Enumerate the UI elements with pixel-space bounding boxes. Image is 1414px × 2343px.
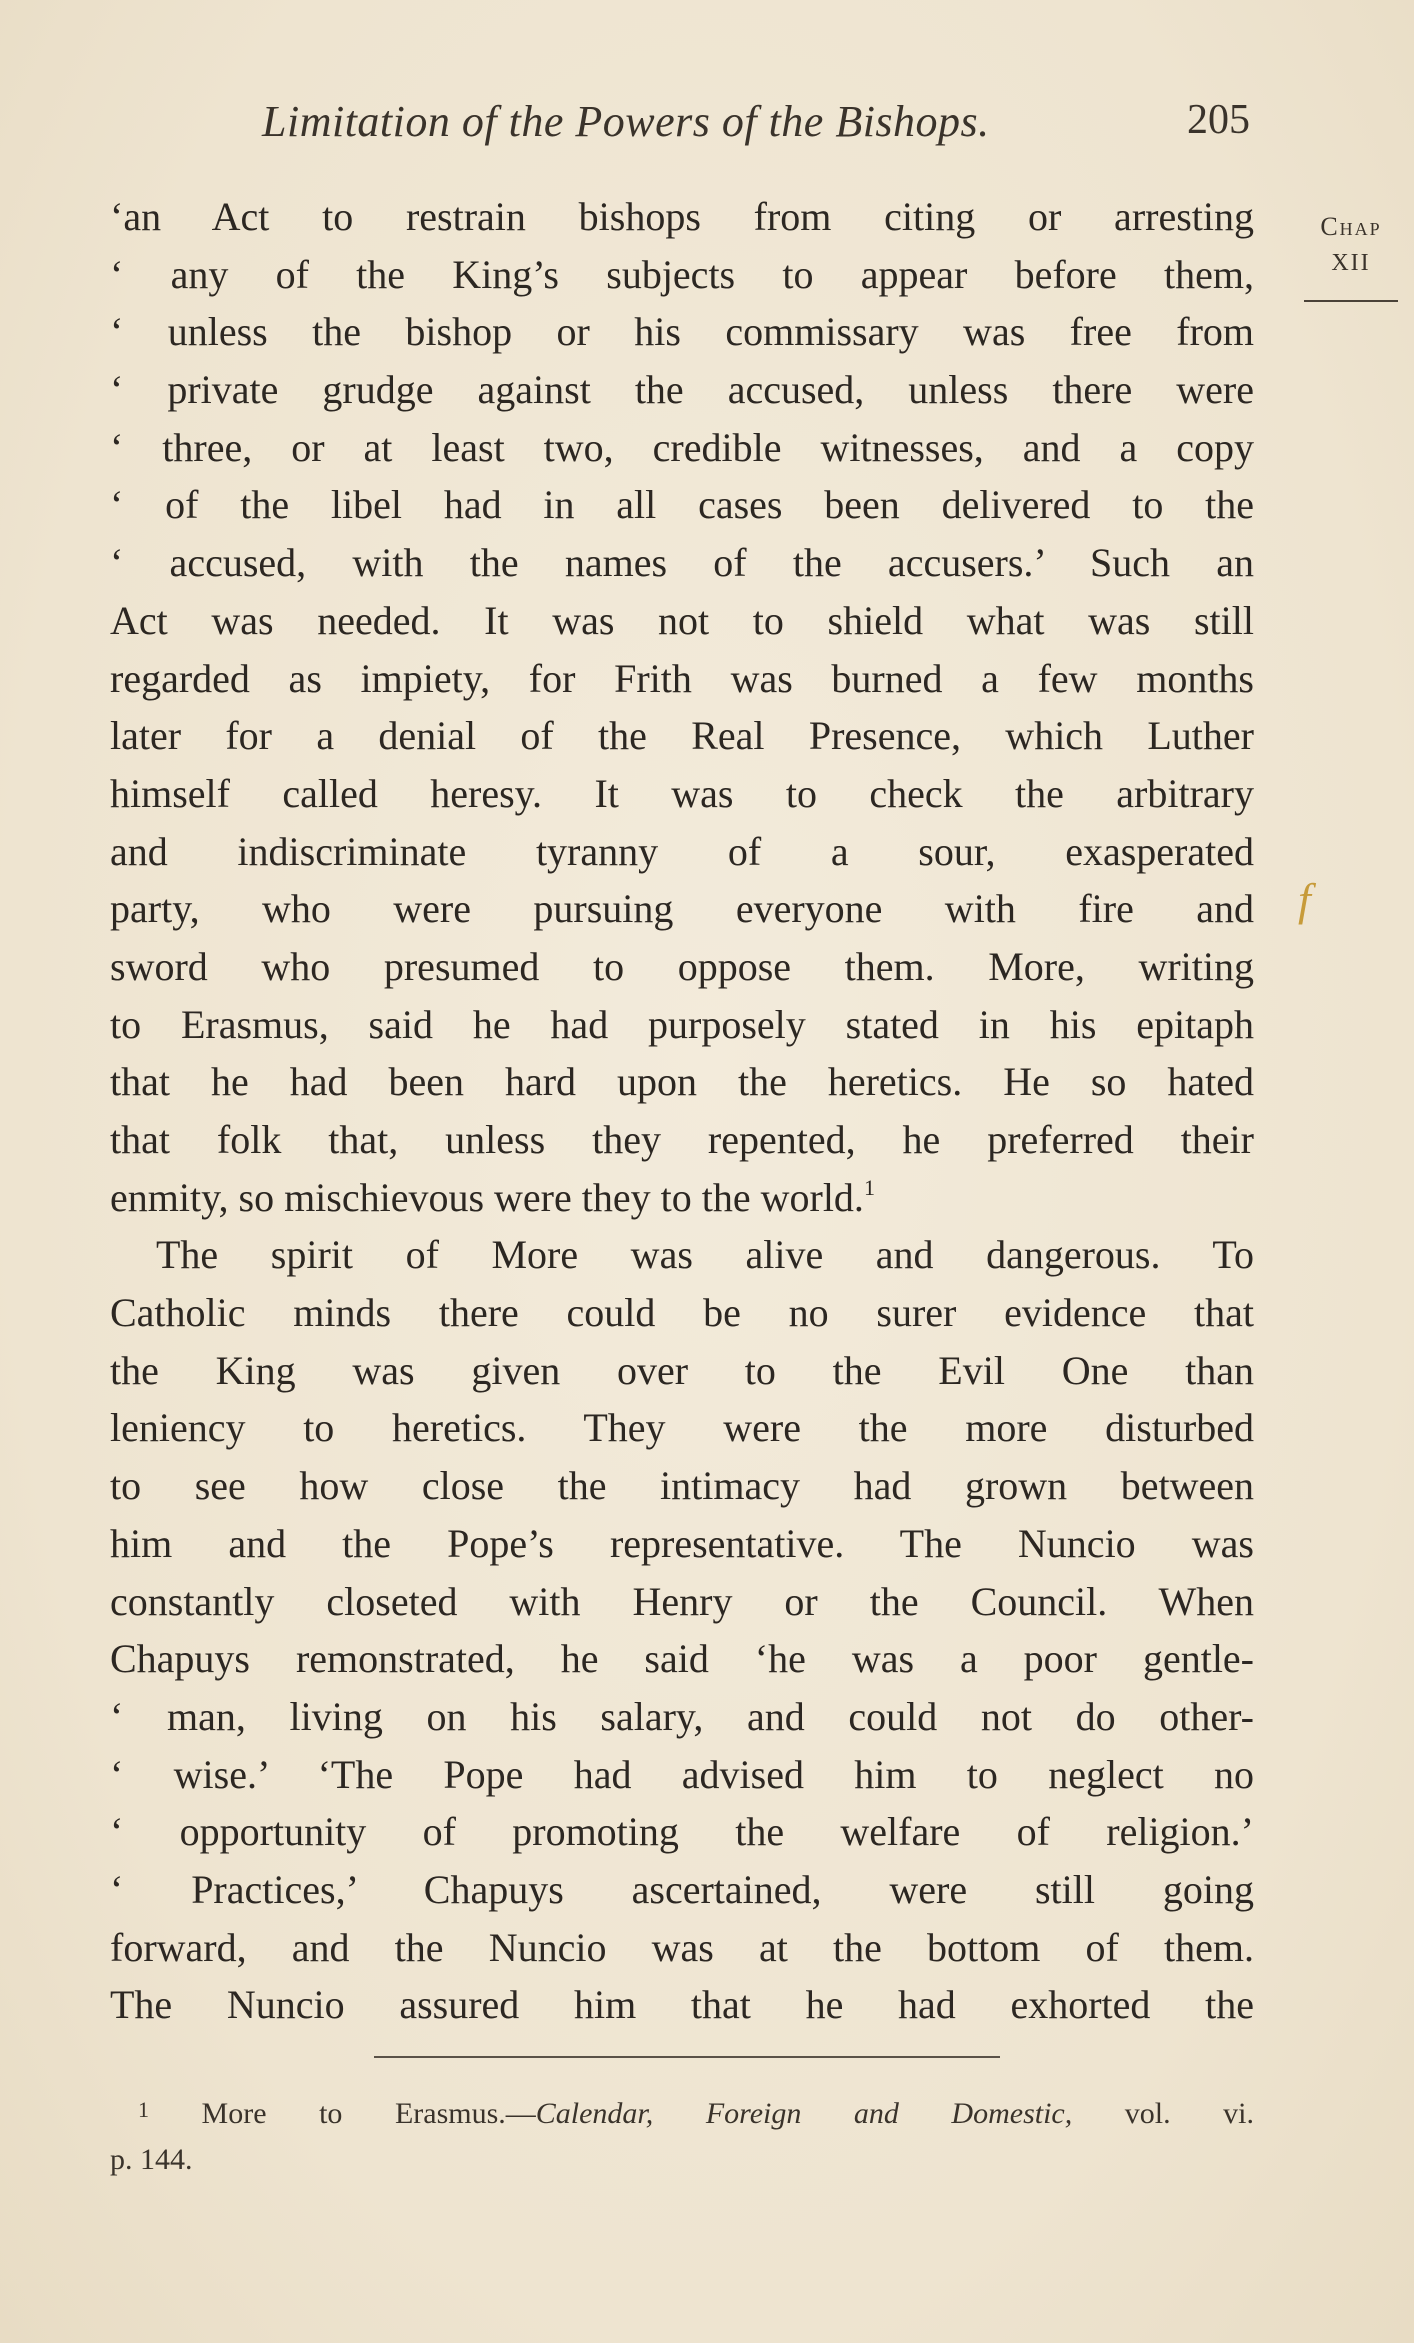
stray-mark: f xyxy=(1298,874,1311,925)
footnote-line xyxy=(110,2085,1254,2135)
text-line: ‘ Practices,’ Chapuys ascertained, were still going xyxy=(110,1866,1254,1912)
text-line: ‘ opportunity of promoting the welfare of religion.’ xyxy=(110,1809,1254,1855)
footnote-reference: 1 xyxy=(863,1174,875,1200)
text-line: ‘ three, or at least two, credible witnesses, and a copy xyxy=(110,424,1254,470)
text-line: later for a denial of the Real Presence, which Luther xyxy=(110,713,1254,759)
text-line: ‘an Act to restrain bishops from citing or arresting xyxy=(110,194,1254,239)
footnote-text: More to Erasmus.— xyxy=(201,2097,536,2130)
text-line: the King was given over to the Evil One than xyxy=(110,1347,1254,1393)
text-line: enmity, so mischievous were they to the world. xyxy=(110,1174,864,1220)
paragraph-start-line: The spirit of More was alive and dangerous. To xyxy=(156,1232,1254,1278)
text-line: ‘ any of the King’s subjects to appear before them, xyxy=(110,251,1254,297)
text-line: him and the Pope’s representative. The Nuncio was xyxy=(110,1520,1254,1566)
text-line: regarded as impiety, for Frith was burned a few months xyxy=(110,655,1254,701)
page-number: 205 xyxy=(1187,97,1250,143)
text-line: to Erasmus, said he had purposely stated in his epitaph xyxy=(110,1001,1254,1047)
text-line: ‘ man, living on his salary, and could not do other- xyxy=(110,1693,1254,1739)
text-line: Chapuys remonstrated, he said ‘he was a poor gentle- xyxy=(110,1636,1254,1682)
text-line: sword who presumed to oppose them. More, writing xyxy=(110,943,1254,989)
body-text xyxy=(110,188,1254,2034)
text-line: ‘ of the libel had in all cases been delivered to the xyxy=(110,482,1254,528)
text-line-with-footnote-ref xyxy=(110,1169,1254,1227)
text-line: party, who were pursuing everyone with fire and xyxy=(110,886,1254,932)
chapter-number: XII xyxy=(1331,250,1371,276)
text-line: to see how close the intimacy had grown between xyxy=(110,1463,1254,1509)
footnote-rule xyxy=(374,2056,1000,2058)
text-line: ‘ wise.’ ‘The Pope had advised him to neglect no xyxy=(110,1751,1254,1797)
margin-rule xyxy=(1304,300,1398,302)
text-line: ‘ unless the bishop or his commissary was free from xyxy=(110,309,1254,355)
footnote xyxy=(110,2085,1254,2185)
chapter-marginal-note xyxy=(1306,212,1396,277)
footnote-citation: Calendar, Foreign and Domestic, xyxy=(535,2097,1073,2130)
text-line: and indiscriminate tyranny of a sour, exasperated xyxy=(110,828,1254,874)
text-line: leniency to heretics. They were the more disturbed xyxy=(110,1405,1254,1451)
chapter-label: Chap xyxy=(1320,212,1382,241)
text-line: that folk that, unless they repented, he preferred their xyxy=(110,1117,1254,1162)
text-line: forward, and the Nuncio was at the bottom of them. xyxy=(110,1924,1254,1970)
running-head xyxy=(110,96,1250,156)
text-line: constantly closeted with Henry or the Council. When xyxy=(110,1578,1254,1624)
text-line: ‘ accused, with the names of the accusers.’ Such an xyxy=(110,540,1254,586)
text-line: The Nuncio assured him that he had exhorted the xyxy=(110,1982,1254,2028)
running-title: Limitation of the Powers of the Bishops. xyxy=(262,97,990,146)
text-line: himself called heresy. It was to check the arbitrary xyxy=(110,770,1254,816)
footnote-marker: 1 xyxy=(138,2097,149,2122)
footnote-page: p. 144. xyxy=(110,2143,193,2176)
footnote-volume: vol. vi. xyxy=(1072,2097,1255,2130)
text-line: Act was needed. It was not to shield what was still xyxy=(110,597,1254,643)
text-line: ‘ private grudge against the accused, unless there were xyxy=(110,367,1254,413)
text-line: Catholic minds there could be no surer evidence that xyxy=(110,1290,1254,1336)
text-line: that he had been hard upon the heretics. He so hated xyxy=(110,1059,1254,1105)
